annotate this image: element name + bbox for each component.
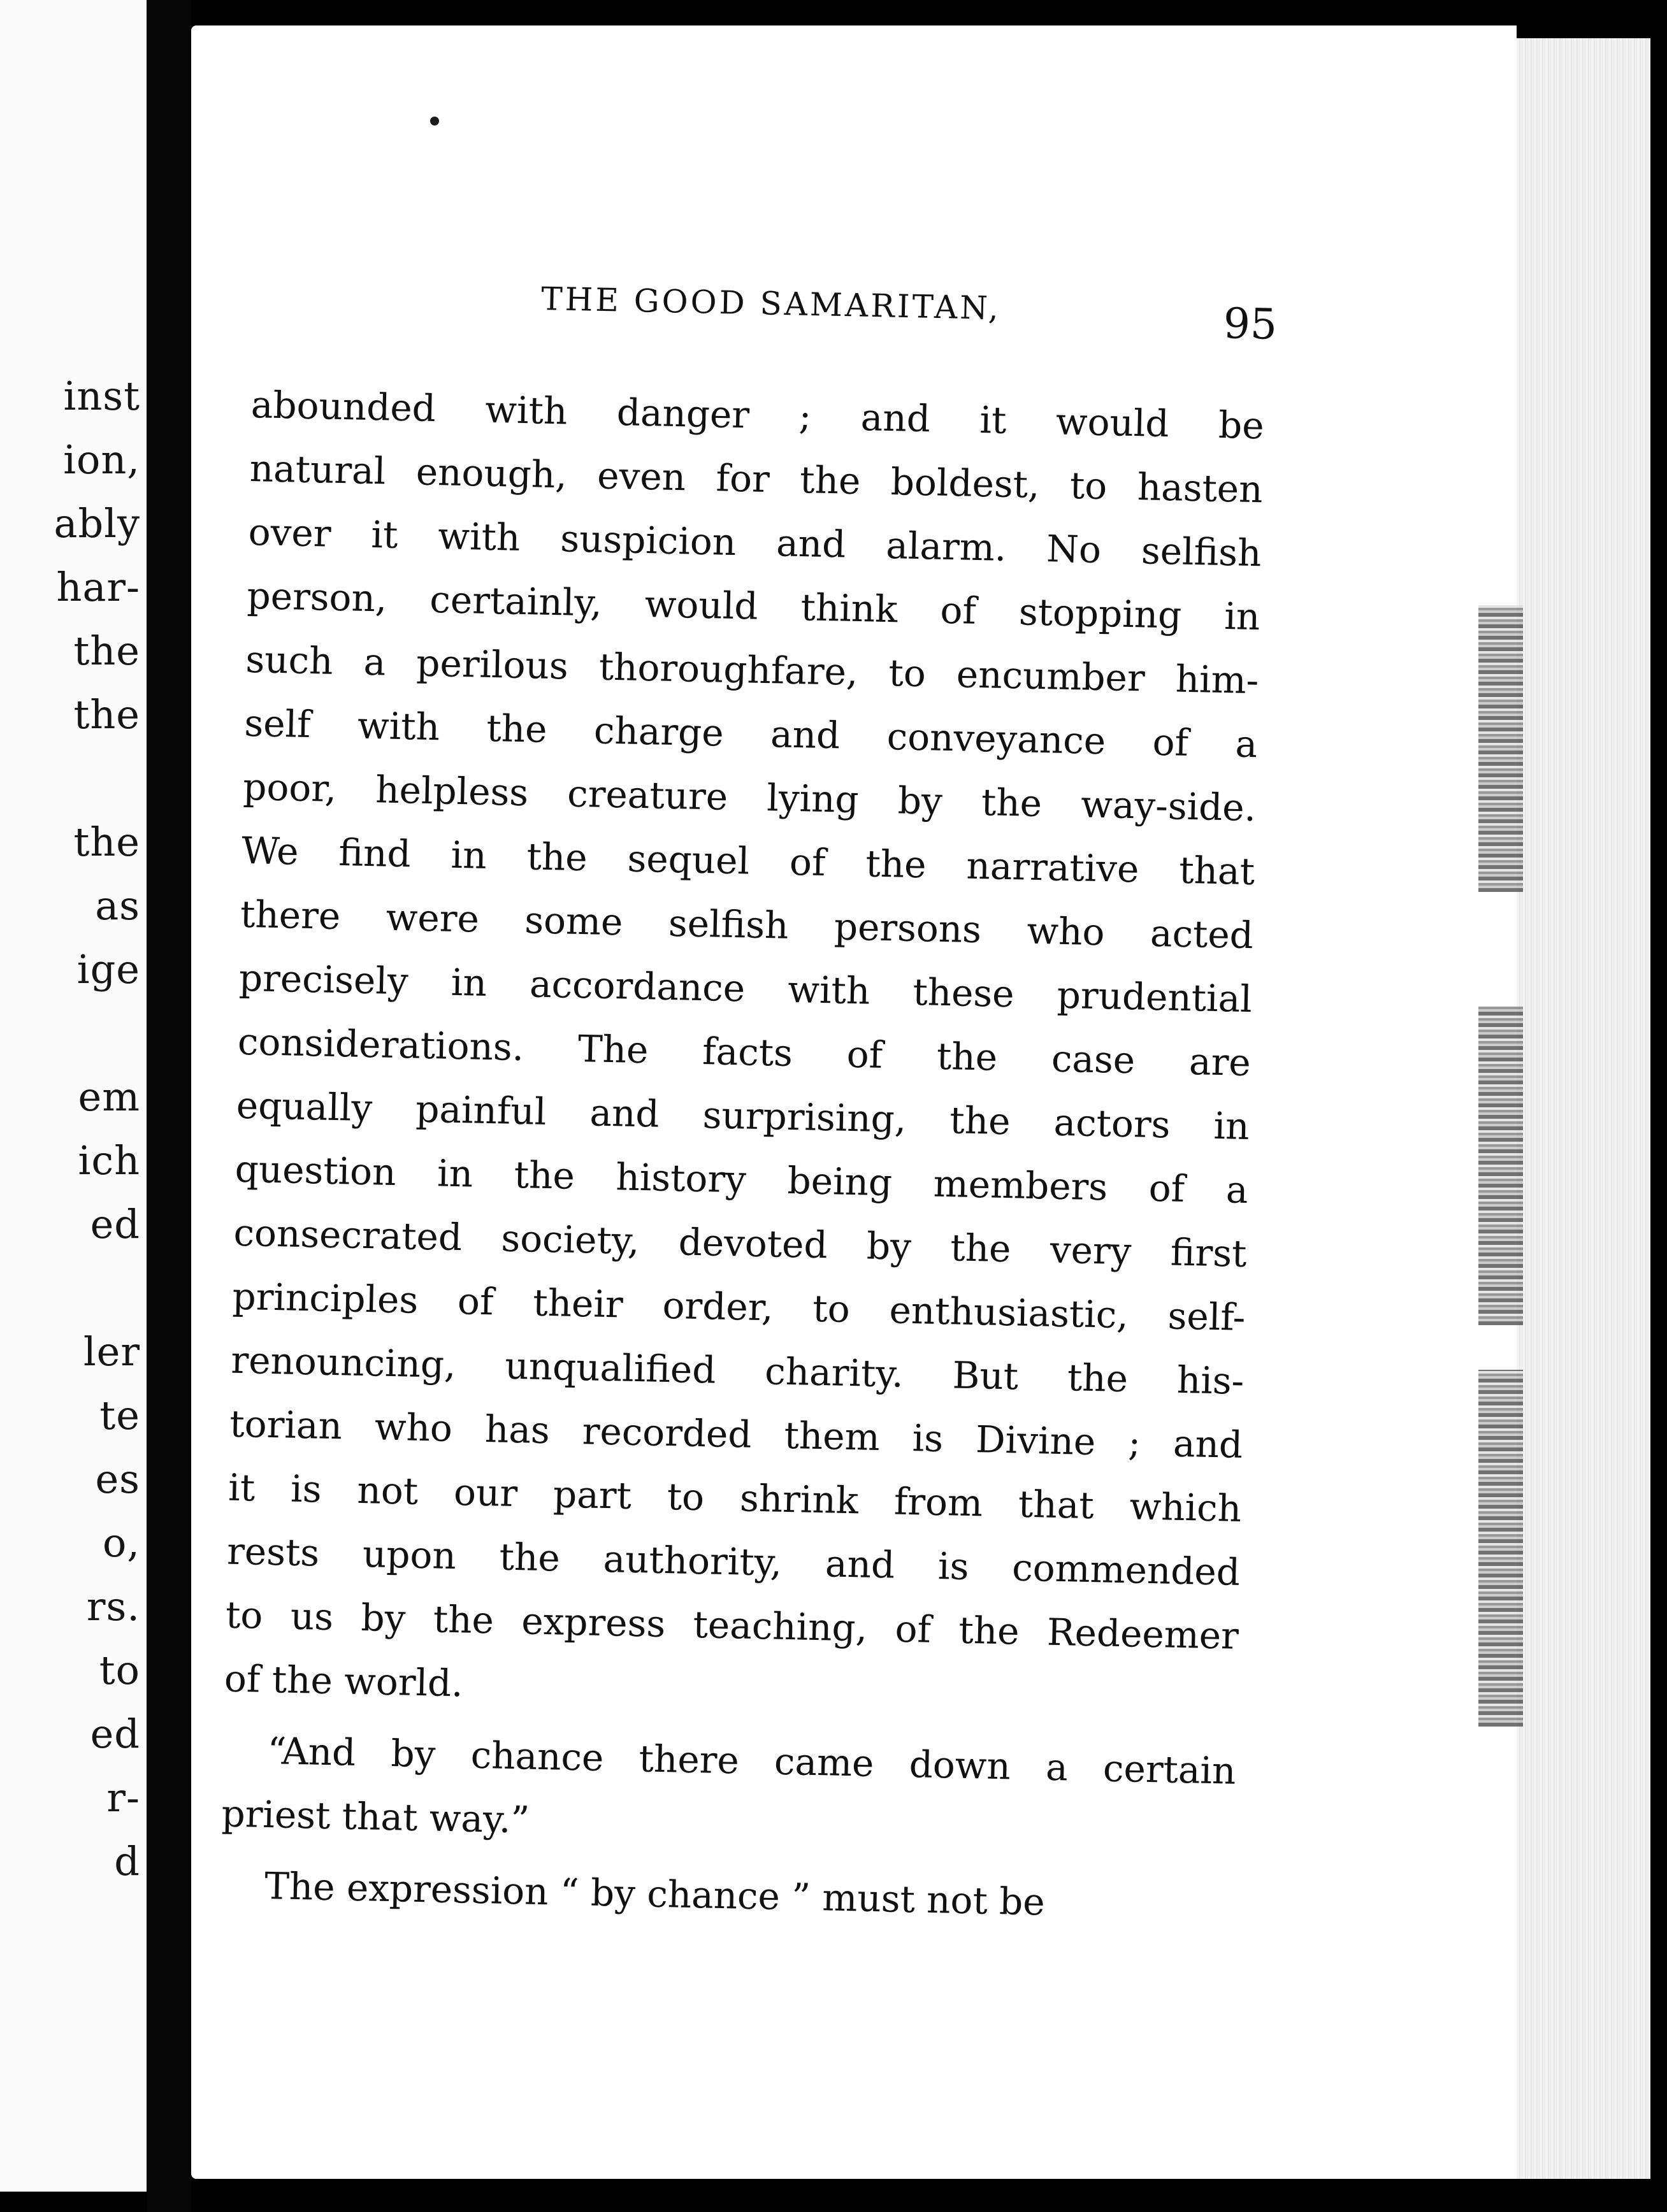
- left-page-fragment: the: [73, 819, 140, 865]
- text-line: such a perilous thoroughfare, to encumber him-: [245, 637, 1259, 703]
- text-line: renouncing, unqualified charity. But the his-: [230, 1338, 1245, 1403]
- left-page-fragment: to: [99, 1647, 140, 1693]
- text-line: rests upon the authority, and is commended: [226, 1529, 1241, 1594]
- left-page-fragment: ige: [76, 946, 140, 993]
- left-page-fragment: te: [99, 1392, 140, 1439]
- paragraph-main: [224, 373, 1265, 1732]
- text-line: question in the history being members of a: [235, 1147, 1249, 1212]
- left-page-fragment: r-: [106, 1774, 140, 1821]
- show-through-mark: [1478, 605, 1523, 892]
- ink-dot: [430, 117, 439, 126]
- left-page-fragment: rs.: [86, 1583, 140, 1630]
- quote-line: “And by chance there came down a certain: [266, 1728, 1237, 1793]
- left-page-fragment: ably: [54, 500, 140, 547]
- text-line: self with the charge and conveyance of a: [243, 701, 1258, 766]
- text-line: over it with suspicion and alarm. No selfish: [248, 510, 1262, 575]
- left-page-fragment: ler: [83, 1328, 140, 1375]
- text-line: of the world.: [224, 1656, 464, 1706]
- text-line: torian who has recorded them is Divine ; and: [229, 1402, 1243, 1467]
- text-line: abounded with danger ; and it would be: [250, 382, 1265, 448]
- running-head: THE GOOD SAMARITAN,: [540, 280, 1002, 327]
- left-page-fragment: ich: [78, 1137, 140, 1184]
- text-line: consecrated society, devoted by the very first: [233, 1210, 1248, 1275]
- left-page-fragment: ion,: [63, 436, 140, 483]
- left-page-fragment: as: [95, 882, 140, 929]
- show-through-mark: [1478, 1370, 1523, 1727]
- page-number: 95: [1223, 299, 1278, 349]
- left-page-fragment: o,: [102, 1519, 140, 1566]
- left-page-fragment: the: [73, 628, 140, 674]
- text-line: person, certainly, would think of stopping in: [246, 573, 1261, 639]
- text-line: there were some selfish persons who acted: [240, 892, 1254, 958]
- text-line: considerations. The facts of the case are: [237, 1019, 1252, 1085]
- show-through-mark: [1478, 1007, 1523, 1325]
- text-line: We find in the sequel of the narrative that: [241, 828, 1255, 894]
- quote-line: priest that way.”: [220, 1792, 530, 1842]
- text-line: equally painful and surprising, the actors in: [236, 1083, 1250, 1149]
- left-page-fragment: em: [78, 1074, 140, 1120]
- text-line: it is not our part to shrink from that which: [227, 1465, 1242, 1530]
- left-page-fragment: d: [114, 1838, 140, 1885]
- left-page-fragment: har-: [56, 564, 140, 610]
- text-line: natural enough, even for the boldest, to hasten: [249, 446, 1264, 512]
- body-text: [219, 373, 1264, 1938]
- left-page-fragment: es: [95, 1456, 140, 1502]
- book-gutter: [147, 0, 191, 2212]
- text-line-final: The expression “ by chance ” must not be: [264, 1864, 1046, 1924]
- left-page-fragment: ed: [90, 1711, 140, 1757]
- paragraph-quote: [221, 1718, 1237, 1867]
- left-page-fragment: the: [73, 691, 140, 738]
- left-page-fragment: ed: [90, 1201, 140, 1247]
- left-page-fragment: inst: [63, 373, 140, 419]
- page-edges: [1517, 38, 1650, 2179]
- text-line: poor, helpless creature lying by the way-side.: [242, 765, 1257, 830]
- text-line: to us by the express teaching, of the Redeemer: [225, 1593, 1239, 1658]
- left-facing-page: [0, 0, 147, 2192]
- text-line: precisely in accordance with these prudential: [238, 956, 1253, 1021]
- text-line: principles of their order, to enthusiastic, self-: [231, 1274, 1246, 1339]
